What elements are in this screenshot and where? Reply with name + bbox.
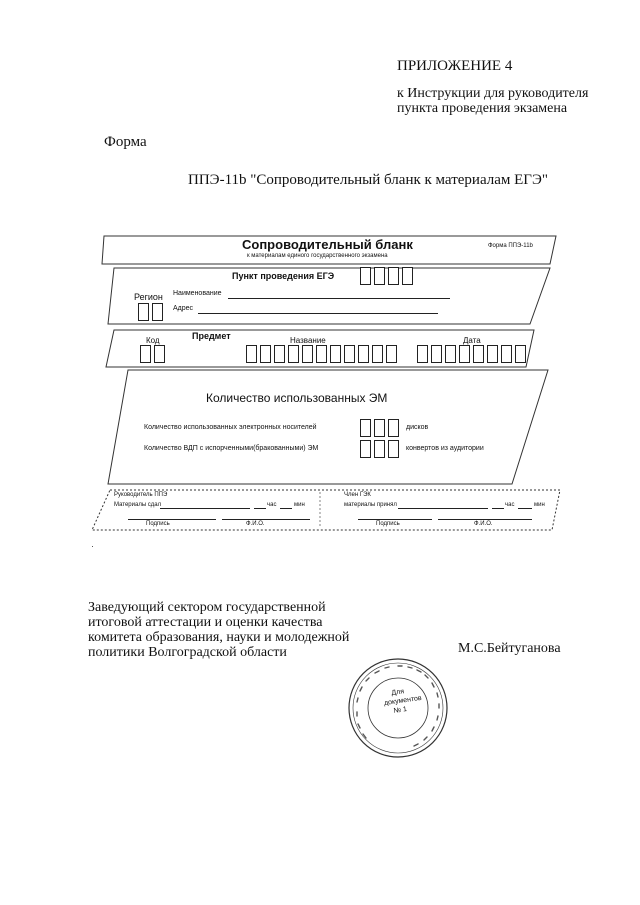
region-code-boxes[interactable] <box>138 303 166 321</box>
subject-label: Предмет <box>192 331 231 341</box>
address-label: Адрес <box>173 305 194 312</box>
right-sig-title: Член ГЭК <box>344 492 371 498</box>
right-fio-label: Ф.И.О. <box>474 521 493 527</box>
signature-block <box>88 600 349 660</box>
right-hour-label: час <box>505 502 515 508</box>
signature-line2: итоговой аттестации и оценки качества <box>88 615 323 630</box>
em-row2-boxes[interactable] <box>360 440 402 458</box>
subject-code-boxes[interactable] <box>140 345 168 363</box>
appendix-reference-line1: к Инструкции для руководителя <box>397 86 589 101</box>
scan-dot <box>92 546 93 547</box>
right-date-field[interactable] <box>398 508 488 509</box>
form-title: ППЭ-11b "Сопроводительный бланк к материалам ЕГЭ" <box>188 172 548 188</box>
left-date-field[interactable] <box>160 508 250 509</box>
right-signature-label: Подпись <box>376 521 400 527</box>
code-label: Код <box>146 336 160 345</box>
ppe-code-boxes[interactable] <box>360 267 416 285</box>
blank-title: Сопроводительный бланк <box>242 237 413 252</box>
left-sig-title: Руководитель ППЭ <box>114 492 168 498</box>
left-hour-field[interactable] <box>254 508 266 509</box>
signature-line1: Заведующий сектором государственной <box>88 600 326 615</box>
left-signature-label: Подпись <box>146 521 170 527</box>
em-title: Количество использованных ЭМ <box>206 391 388 405</box>
em-row1-label: Количество использованных электронных носителей <box>144 424 317 431</box>
left-min-field[interactable] <box>280 508 292 509</box>
blank-subtitle: к материалам единого государственного экзамена <box>247 253 388 259</box>
em-row1-suffix: дисков <box>406 424 429 431</box>
right-min-label: мин <box>534 502 545 508</box>
subject-name-boxes[interactable] <box>246 345 400 363</box>
appendix-number: ПРИЛОЖЕНИЕ 4 <box>397 58 513 74</box>
signatory-name: М.С.Бейтуганова <box>458 641 561 656</box>
stamp-line2: документов <box>383 694 423 708</box>
subject-name-label: Название <box>290 336 326 345</box>
right-min-field[interactable] <box>518 508 532 509</box>
em-row2-label: Количество ВДП с испорченными(бракованными) ЭМ <box>144 445 319 452</box>
right-fio-field[interactable] <box>438 519 532 520</box>
signature-line4: политики Волгоградской области <box>88 645 287 660</box>
form-code: Форма ППЭ-11b <box>488 243 533 249</box>
signature-line3: комитета образования, науки и молодежной <box>88 630 350 645</box>
right-sig-received: материалы принял <box>344 502 397 508</box>
right-hour-field[interactable] <box>492 508 504 509</box>
address-field[interactable] <box>198 313 438 314</box>
left-fio-field[interactable] <box>222 519 310 520</box>
stamp-center-text <box>382 686 423 717</box>
date-boxes[interactable] <box>417 345 529 363</box>
em-row1-boxes[interactable] <box>360 419 402 437</box>
right-signature-field[interactable] <box>358 519 432 520</box>
stamp-line3: № 1 <box>393 706 408 715</box>
ppe-title: Пункт проведения ЕГЭ <box>232 271 335 281</box>
date-label: Дата <box>463 336 481 345</box>
region-label: Регион <box>134 292 163 302</box>
left-min-label: мин <box>294 502 305 508</box>
stamp-line1: Для <box>391 688 405 697</box>
left-signature-field[interactable] <box>128 519 216 520</box>
em-row2-suffix: конвертов из аудитории <box>406 445 484 452</box>
form-word: Форма <box>104 134 147 150</box>
left-hour-label: час <box>267 502 277 508</box>
left-sig-passed: Материалы сдал <box>114 502 162 508</box>
name-field[interactable] <box>228 298 450 299</box>
appendix-reference-line2: пункта проведения экзамена <box>397 101 568 116</box>
left-fio-label: Ф.И.О. <box>246 521 265 527</box>
name-label: Наименование <box>173 290 222 297</box>
